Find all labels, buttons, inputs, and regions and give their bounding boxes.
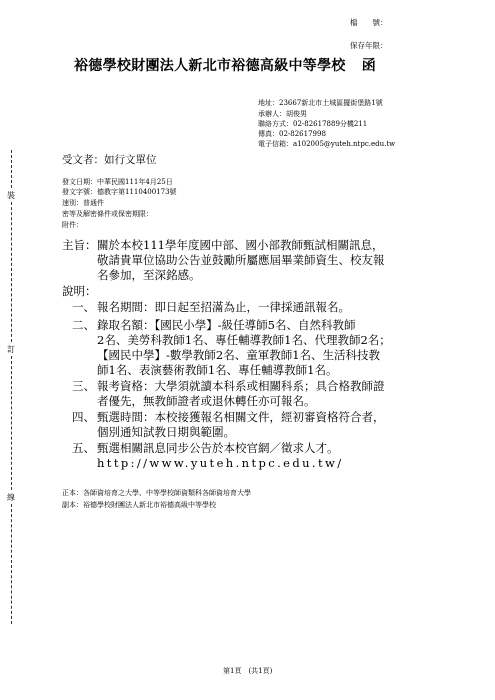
subject-line: 關於本校111學年度國中部、國小部教師甄試相關訊息， — [97, 238, 384, 252]
cc-main: 正本：各師資培育之大學、中等學校師資類科各師資培育大學 — [62, 489, 251, 497]
binding-mark-xian: 線 — [7, 493, 15, 502]
item-line: 者優先，無教師證者或退休轉任亦可報名。 — [97, 394, 316, 408]
item-number: 五、 — [72, 441, 95, 455]
phone: 聯絡方式：02-82617889分機211 — [258, 120, 368, 128]
item-line: 報考資格：大學須就讀本科系或相關科系；具合格教師證 — [97, 379, 385, 393]
subject-label: 主旨： — [62, 238, 97, 252]
item-line: 錄取名額：【國民小學】-級任導師5名、自然科教師 — [97, 318, 356, 332]
fax: 傳真：02-82617998 — [258, 130, 326, 138]
org-name: 裕德學校財團法人新北市裕德高級中等學校 — [74, 58, 346, 74]
file-number-label: 檔 號： — [350, 18, 388, 27]
page-title — [74, 55, 376, 75]
item-number: 四、 — [72, 410, 95, 424]
recipient: 受文者：如行文單位 — [62, 154, 157, 166]
binding-mark-ding: 訂 — [7, 345, 15, 354]
item-line: 甄選相關訊息同步公告於本校官網／徵求人才。 — [97, 441, 339, 455]
subject-line: 敬請貴單位協助公告並鼓勵所屬應屆畢業師資生、校友報 — [97, 253, 385, 267]
item-line: 師1名、表演藝術教師1名、專任輔導教師1名。 — [97, 363, 338, 377]
item-number: 三、 — [72, 379, 95, 393]
item-number: 一、 — [72, 300, 95, 314]
document-number: 發文字號：德教字第1110400173號 — [62, 188, 177, 196]
document-type: 函 — [361, 58, 377, 74]
retention-period-label: 保存年限： — [350, 41, 388, 50]
item-number: 二、 — [72, 318, 95, 332]
item-line: 甄選時間：本校接獲報名相關文件，經初審資格符合者， — [97, 410, 385, 424]
binding-mark-zhuang: 裝 — [7, 191, 15, 200]
item-line: 報名期間：即日起至招滿為止，一律採通訊報名。 — [97, 300, 350, 314]
subject-line: 名參加，至深銘感。 — [97, 268, 201, 282]
explanation-label: 說明： — [62, 284, 97, 298]
binding-line-low — [11, 356, 12, 490]
handler: 承辦人：胡俊男 — [258, 110, 307, 118]
cc-copy: 副本：裕德學校財團法人新北市裕德高級中等學校 — [62, 501, 216, 509]
security-level: 密等及解密條件或保密期限： — [62, 210, 153, 218]
website-url: http://www.yuteh.ntpc.edu.tw/ — [97, 456, 344, 470]
email: 電子信箱：a102005@yuteh.ntpc.edu.tw — [258, 140, 396, 148]
page-number: 第1頁 (共1頁) — [223, 667, 273, 675]
issue-date: 發文日期：中華民國111年4月25日 — [62, 178, 173, 186]
attachment: 附件： — [62, 221, 83, 229]
address: 地址：23667新北市土城區擺街堡路1號 — [258, 99, 383, 107]
binding-line-bottom — [11, 504, 12, 624]
item-line: 2名、美勞科教師1名、專任輔導教師1名、代理教師2名； — [97, 333, 391, 347]
speed-class: 速別：普通件 — [62, 199, 104, 207]
item-line: 個別通知試教日期與範圍。 — [97, 425, 235, 439]
binding-line-top — [11, 150, 12, 188]
binding-line-mid — [11, 202, 12, 342]
item-line: 【國民中學】-數學教師2名、童軍教師1名、生活科技教 — [97, 348, 381, 362]
